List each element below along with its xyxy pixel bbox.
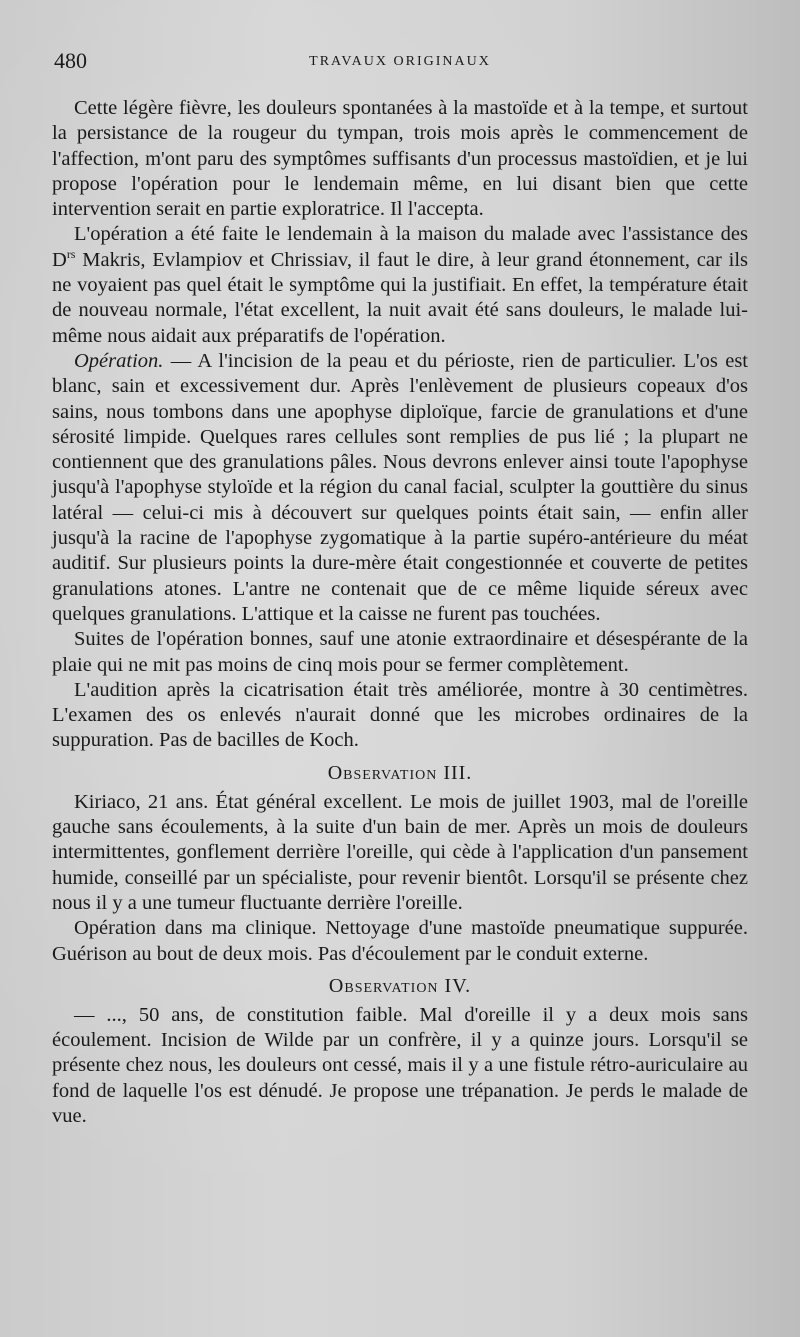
section-label: Opération.	[74, 349, 164, 372]
running-title: TRAVAUX ORIGINAUX	[309, 54, 491, 69]
paragraph	[52, 349, 748, 627]
paragraph	[52, 222, 748, 348]
paragraph: Suites de l'opération bonnes, sauf une atonie extraordinaire et désespérante de la plaie qui ne mit pas moins de cinq mois pour se fermer complètement.	[52, 628, 748, 676]
paragraph-text: Makris, Evlampiov et Chrissiav, il faut le dire, à leur grand étonnement, car ils ne voyaient pas quel était le symptôme qui la justifiait. En effet, la température était de nouveau normale, l'état excellent, la nuit avait été sans douleurs, le malade lui-même nous aidait aux préparatifs de l'opération.	[52, 248, 748, 347]
paragraph: L'audition après la cicatrisation était très améliorée, montre à 30 centimètres. L'examen des os enlevés n'aurait donné que les microbes ordinaires de la suppuration. Pas de bacilles de Koch.	[52, 678, 748, 752]
observation-heading: Observation IV.	[328, 974, 472, 997]
superscript: rs	[66, 246, 76, 261]
paragraph: Kiriaco, 21 ans. État général excellent. Le mois de juillet 1903, mal de l'oreille gauche sans écoulements, à la suite d'un bain de mer. Après un mois de douleurs intermittentes, gonflement derrière l'oreille, qui cède à l'application d'un pansement humide, conseillé par un spécialiste, pour revenir bientôt. Lorsqu'il se présente chez nous il y a une tumeur fluctuante derrière l'oreille.	[52, 790, 748, 914]
paragraph: Cette légère fièvre, les douleurs spontanées à la mastoïde et à la tempe, et surtout la persistance de la rougeur du tympan, trois mois après le commencement de l'affection, m'ont paru des symptômes suffisants d'un processus mastoïdien, et je lui propose l'opération pour le lendemain même, en lui disant bien que cette intervention serait en partie exploratrice. Il l'accepta.	[52, 97, 748, 221]
observation-heading: Observation III.	[327, 761, 473, 784]
page-header	[52, 40, 748, 78]
page-number: 480	[54, 48, 87, 73]
paragraph-text: L'opération a été faite le lendemain à la maison du malade avec l'assistance des D	[52, 223, 748, 271]
paragraph-text: — A l'incision de la peau et du périoste, rien de particulier. L'os est blanc, sain et excessivement dur. Après l'enlèvement de plusieurs copeaux d'os sains, nous tombons dans une apophyse diploïque, farcie de granulations et d'une sérosité limpide. Quelques rares cellules sont remplies de pus lié ; la plupart ne contiennent que des granulations pâles. Nous devrons enlever ainsi toute l'apophyse jusqu'à l'apophyse styloïde et la région du canal facial, sculpter la gouttière du sinus latéral — celui-ci mis à découvert sur quelques points était sain, — enfin aller jusqu'à la racine de l'apophyse zygomatique à la partie supéro-antérieure du méat auditif. Sur plusieurs points la dure-mère était congestionnée et couverte de petites granulations atones. L'antre ne contenait que de ce même liquide séreux avec quelques granulations. L'attique et la caisse ne furent pas touchées.	[52, 349, 748, 625]
paragraph: Opération dans ma clinique. Nettoyage d'une mastoïde pneumatique suppurée. Guérison au bout de deux mois. Pas d'écoulement par le conduit externe.	[52, 917, 748, 965]
paragraph: — ..., 50 ans, de constitution faible. Mal d'oreille il y a deux mois sans écoulement. Incision de Wilde par un confrère, il y a quinze jours. Lorsqu'il se présente chez nous, les douleurs ont cessé, mais il y a une fistule rétro-auriculaire au fond de laquelle l'os est dénudé. Je propose une trépanation. Je perds le malade de vue.	[52, 1003, 748, 1127]
body-text	[52, 96, 748, 1129]
